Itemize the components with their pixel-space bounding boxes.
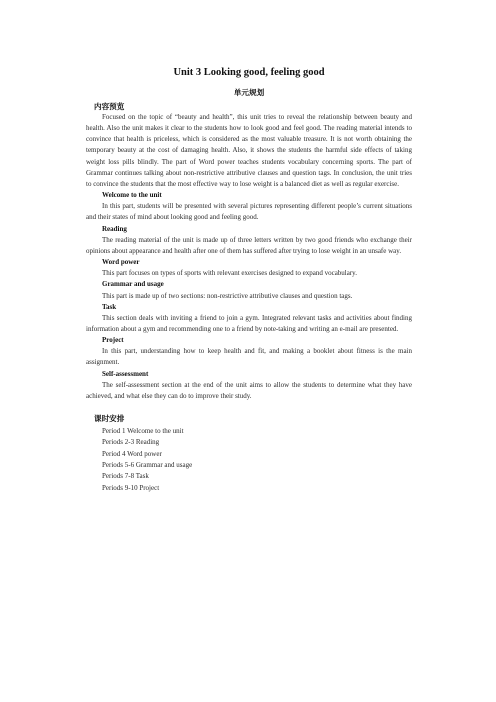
schedule-list (86, 426, 412, 494)
section-heading: Task (102, 302, 117, 311)
schedule-heading: 课时安排 (94, 414, 125, 424)
section-heading: Project (102, 336, 124, 345)
section-text: The self-assessment section at the end of the unit aims to allow the students to determine what they have achieved, and what else they can do to improve their study. (86, 380, 412, 400)
section-text: This part focuses on types of sports with relevant exercises designed to expand vocabulary. (102, 269, 357, 278)
section-heading: Welcome to the unit (102, 191, 162, 200)
section-heading: Self-assessment (102, 369, 149, 378)
section-heading: Grammar and usage (102, 280, 164, 289)
intro-paragraph: Focused on the topic of “beauty and health”, this unit tries to reveal the relationship between beauty and health. Also the unit makes it clear to the students how to look good and feel good. The reading material intends to convince that health is priceless, which is considered as the most valuable treasure. It is not worth obtaining the temporary beauty at the cost of damaging health. Also, it shows the students the harmful side effects of taking weight loss pills blindly. The part of Word power teaches students vocabulary concerning sports. The part of Grammar continues talking about non-restrictive attributive clauses and question tags. In conclusion, the unit tries to convince the students that the most effective way to lose weight is a balanced diet as well as regular exercise. (86, 113, 412, 188)
section-word-power (86, 257, 412, 279)
section-welcome (86, 190, 412, 223)
section-heading: Reading (102, 224, 127, 233)
section-text: The reading material of the unit is made up of three letters written by two good friends who exchange their opinions about appearance and health after one of them has suffered after trying to lose weight in an unsafe way. (86, 235, 412, 255)
schedule-item: Periods 2-3 Reading (102, 438, 160, 447)
schedule-item: Periods 7-8 Task (102, 472, 149, 481)
section-task (86, 302, 412, 335)
unit-planning-heading: 单元规划 (233, 88, 265, 97)
section-text: This section deals with inviting a friend to join a gym. Integrated relevant tasks and activities about finding information about a gym and recommending one to a friend by note-taking and writing an e-mail are presented. (86, 313, 412, 333)
schedule-item: Period 1 Welcome to the unit (102, 427, 184, 436)
schedule-item: Period 4 Word power (102, 449, 162, 458)
section-grammar (86, 279, 412, 301)
content-preview-heading: 内容预览 (94, 102, 125, 111)
section-reading (86, 224, 412, 257)
section-text: In this part, understanding how to keep health and fit, and making a booklet about fitness is the main assignment. (86, 347, 412, 367)
section-self-assessment (86, 369, 412, 402)
section-heading: Word power (102, 258, 140, 267)
section-text: This part is made up of two sections: non-restrictive attributive clauses and question tags. (102, 291, 353, 300)
section-text: In this part, students will be presented with several pictures representing different people’s current situations and their states of mind about looking good and feeling good. (86, 202, 412, 222)
document-title: Unit 3 Looking good, feeling good (173, 67, 325, 78)
schedule-item: Periods 9-10 Project (102, 483, 160, 492)
section-project (86, 335, 412, 368)
schedule-item: Periods 5-6 Grammar and usage (102, 460, 193, 469)
